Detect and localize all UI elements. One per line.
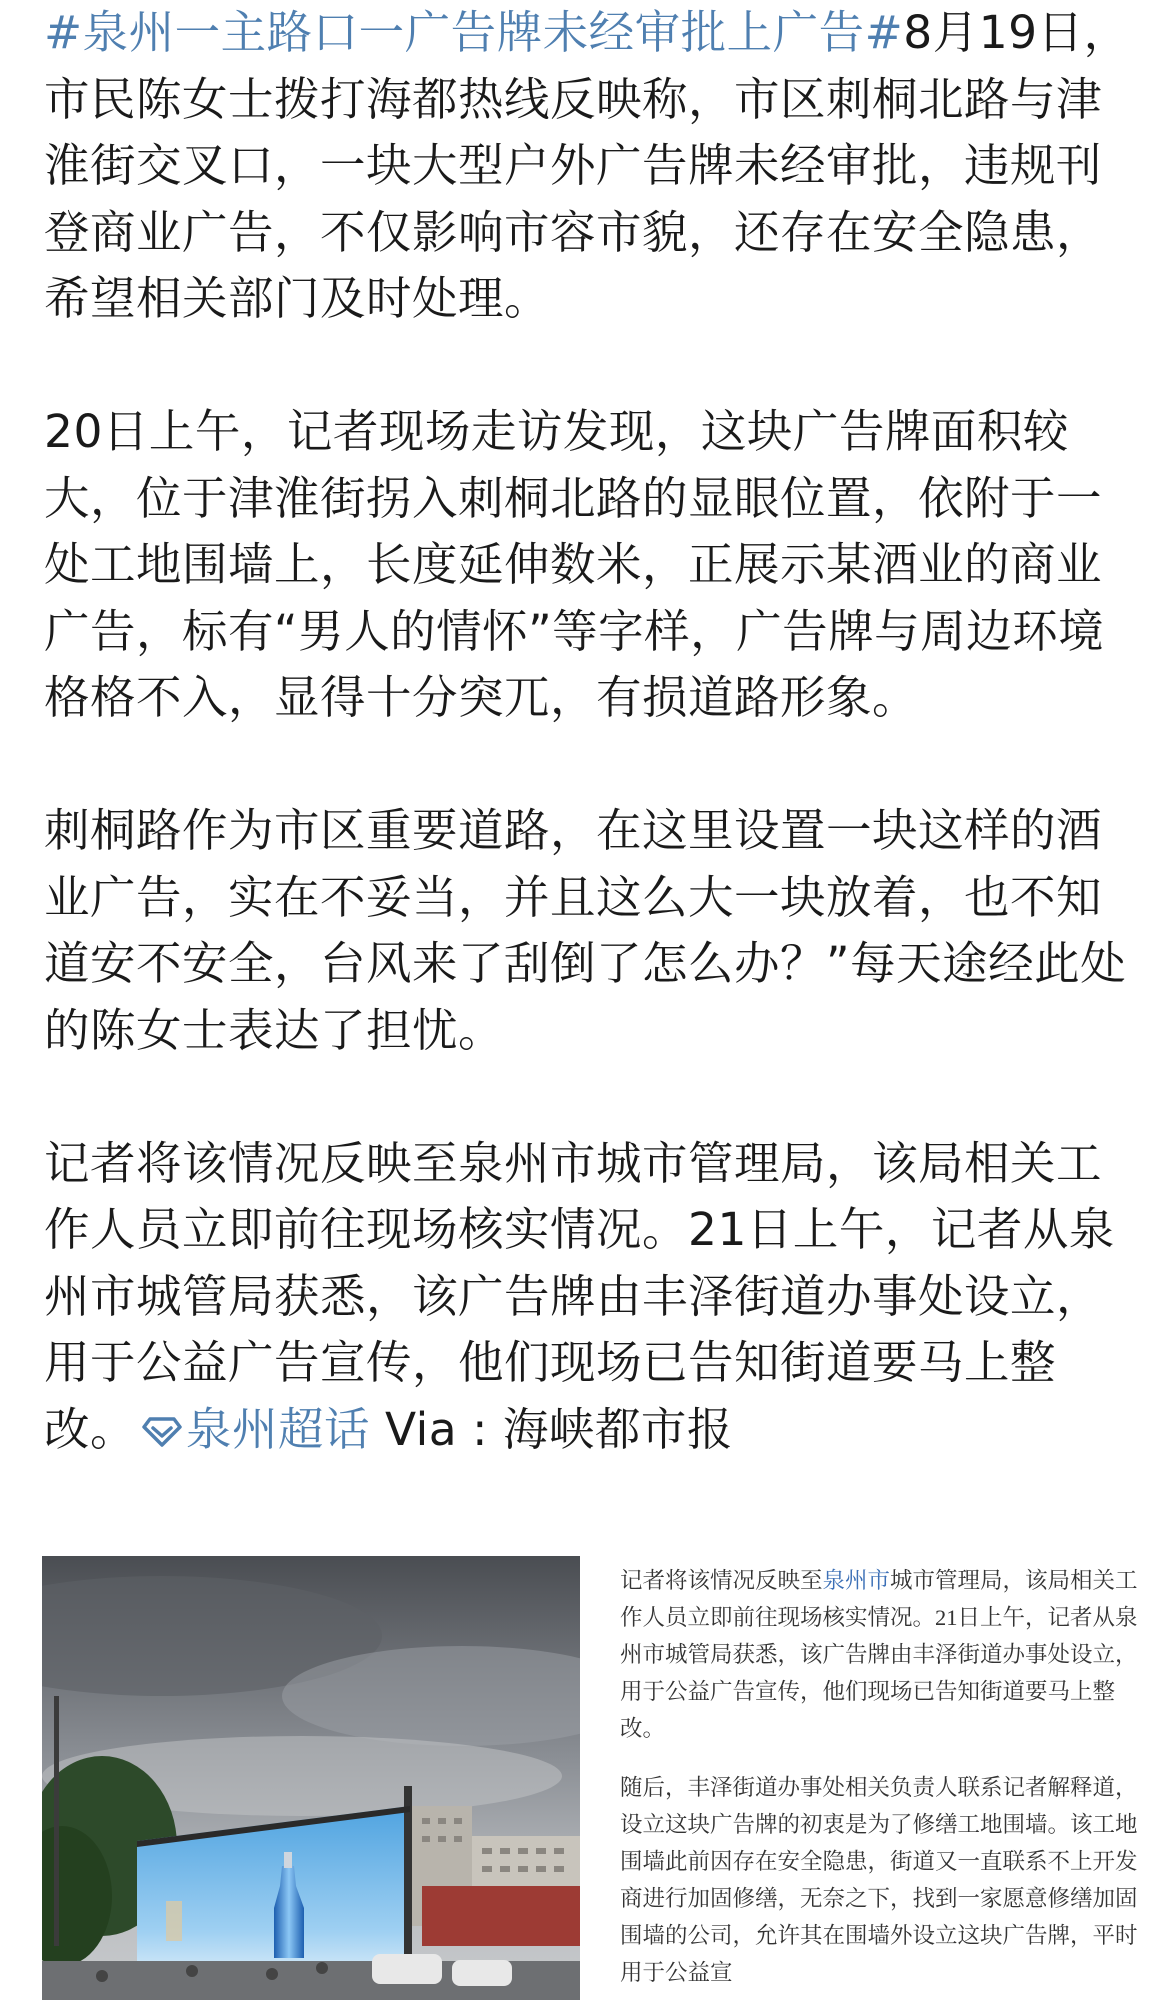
- paragraph-4-text: 记者将该情况反映至泉州市城市管理局，该局相关工作人员立即前往现场核实情况。21日上午，记者从泉州市城管局获悉，该广告牌由丰泽街道办事处设立，用于公益广告宣传，他们现场已告知街道要马上整改。: [44, 1136, 1115, 1456]
- weibo-post-body: [44, 0, 1134, 1534]
- post-paragraph-2: 20日上午，记者现场走访发现，这块广告牌面积较大，位于津淮街拐入刺桐北路的显眼位置，依附于一处工地围墙上，长度延伸数米，正展示某酒业的商业广告，标有“男人的情怀”等字样，广告牌与周边环境格格不入，显得十分突兀，有损道路形象。: [44, 405, 1105, 724]
- embedded-p1-start: 记者将该情况反映至: [620, 1568, 823, 1593]
- embedded-paragraph-1: [620, 1562, 1142, 1747]
- embedded-article-image[interactable]: [42, 1556, 1142, 2000]
- hashtag-link[interactable]: #泉州一主路口一广告牌未经审批上广告#: [44, 6, 904, 59]
- embedded-article-text: [620, 1562, 1142, 2013]
- super-topic-icon[interactable]: [142, 1401, 182, 1468]
- post-paragraph-1: [44, 0, 1134, 333]
- embedded-city-link: 泉州市: [822, 1568, 891, 1593]
- via-source-text: Via : 海峡都市报: [370, 1402, 733, 1456]
- paragraph-1-text: 8月19日，市民陈女士拨打海都热线反映称，市区刺桐北路与津淮街交叉口，一块大型户外广告牌未经审批，违规刊登商业广告，不仅影响市容市貌，还存在安全隐患，希望相关部门及时处理。: [44, 6, 1130, 325]
- post-paragraph-3: 刺桐路作为市区重要道路，在这里设置一块这样的酒业广告，实在不妥当，并且这么大一块放着，也不知道安不安全，台风来了刮倒了怎么办？”每天途经此处的陈女士表达了担忧。: [44, 804, 1127, 1057]
- billboard-photo[interactable]: [42, 1556, 580, 2000]
- embedded-p1-rest: 城市管理局，该局相关工作人员立即前往现场核实情况。21日上午，记者从泉州市城管局获悉，该广告牌由丰泽街道办事处设立，用于公益广告宣传，他们现场已告知街道要马上整改。: [620, 1568, 1138, 1741]
- super-topic-link[interactable]: 泉州超话: [186, 1402, 371, 1456]
- embedded-paragraph-2: 随后，丰泽街道办事处相关负责人联系记者解释道，设立这块广告牌的初衷是为了修缮工地围墙。该工地围墙此前因存在安全隐患，街道又一直联系不上开发商进行加固修缮，无奈之下，找到一家愿意修缮加固围墙的公司，允许其在围墙外设立这块广告牌，平时用于公益宣: [620, 1775, 1138, 1985]
- post-paragraph-4: [44, 1131, 1134, 1468]
